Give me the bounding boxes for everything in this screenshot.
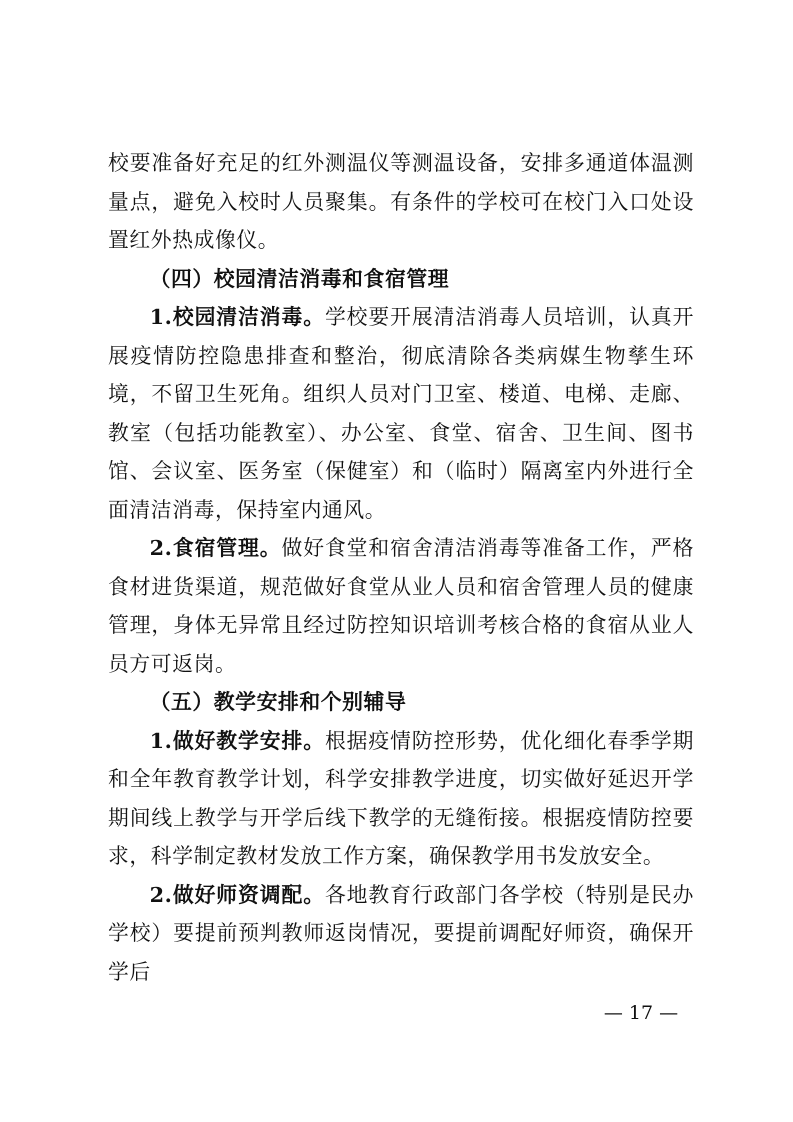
section-5-item-1 bbox=[108, 722, 694, 876]
section-5-heading: （五）教学安排和个别辅导 bbox=[149, 689, 407, 714]
item-lead: 2.做好师资调配。 bbox=[149, 881, 325, 907]
section-4-item-2 bbox=[108, 529, 694, 683]
item-lead: 1.校园清洁消毒。 bbox=[149, 304, 325, 329]
item-text: 各地教育行政部门各学校（特别是民办学校）要提前预判教师返岗情况，要提前调配好师资，确保开学后 bbox=[108, 882, 694, 984]
body-text bbox=[108, 144, 694, 991]
section-4-item-1 bbox=[108, 298, 694, 529]
item-text: 学校要开展清洁消毒人员培训，认真开展疫情防控隐患排查和整治，彻底清除各类病媒生物孳生环境，不留卫生死角。组织人员对门卫室、楼道、电梯、走廊、教室（包括功能教室）、办公室、食堂、宿舍、卫生间、图书馆、会议室、医务室（保健室）和（临时）隔离室内外进行全面清洁消毒，保持室内通风。 bbox=[108, 305, 694, 522]
section-5-item-2 bbox=[108, 876, 694, 992]
page-number: — 17 — bbox=[603, 1002, 679, 1024]
item-text: 做好食堂和宿舍清洁消毒等准备工作，严格食材进货渠道，规范做好食堂从业人员和宿舍管理人员的健康管理，身体无异常且经过防控知识培训考核合格的食宿从业人员方可返岗。 bbox=[108, 536, 694, 676]
item-lead: 1.做好教学安排。 bbox=[149, 727, 325, 753]
item-text: 根据疫情防控形势，优化细化春季学期和全年教育教学计划，科学安排教学进度，切实做好延迟开学期间线上教学与开学后线下教学的无缝衔接。根据疫情防控要求，科学制定教材发放工作方案，确保教学用书发放安全。 bbox=[108, 728, 694, 868]
item-lead: 2.食宿管理。 bbox=[149, 535, 282, 560]
continuation-paragraph: 校要准备好充足的红外测温仪等测温设备，安排多通道体温测量点，避免入校时人员聚集。有条件的学校可在校门入口处设置红外热成像仪。 bbox=[108, 151, 694, 252]
section-4-heading: （四）校园清洁消毒和食宿管理 bbox=[149, 265, 450, 291]
